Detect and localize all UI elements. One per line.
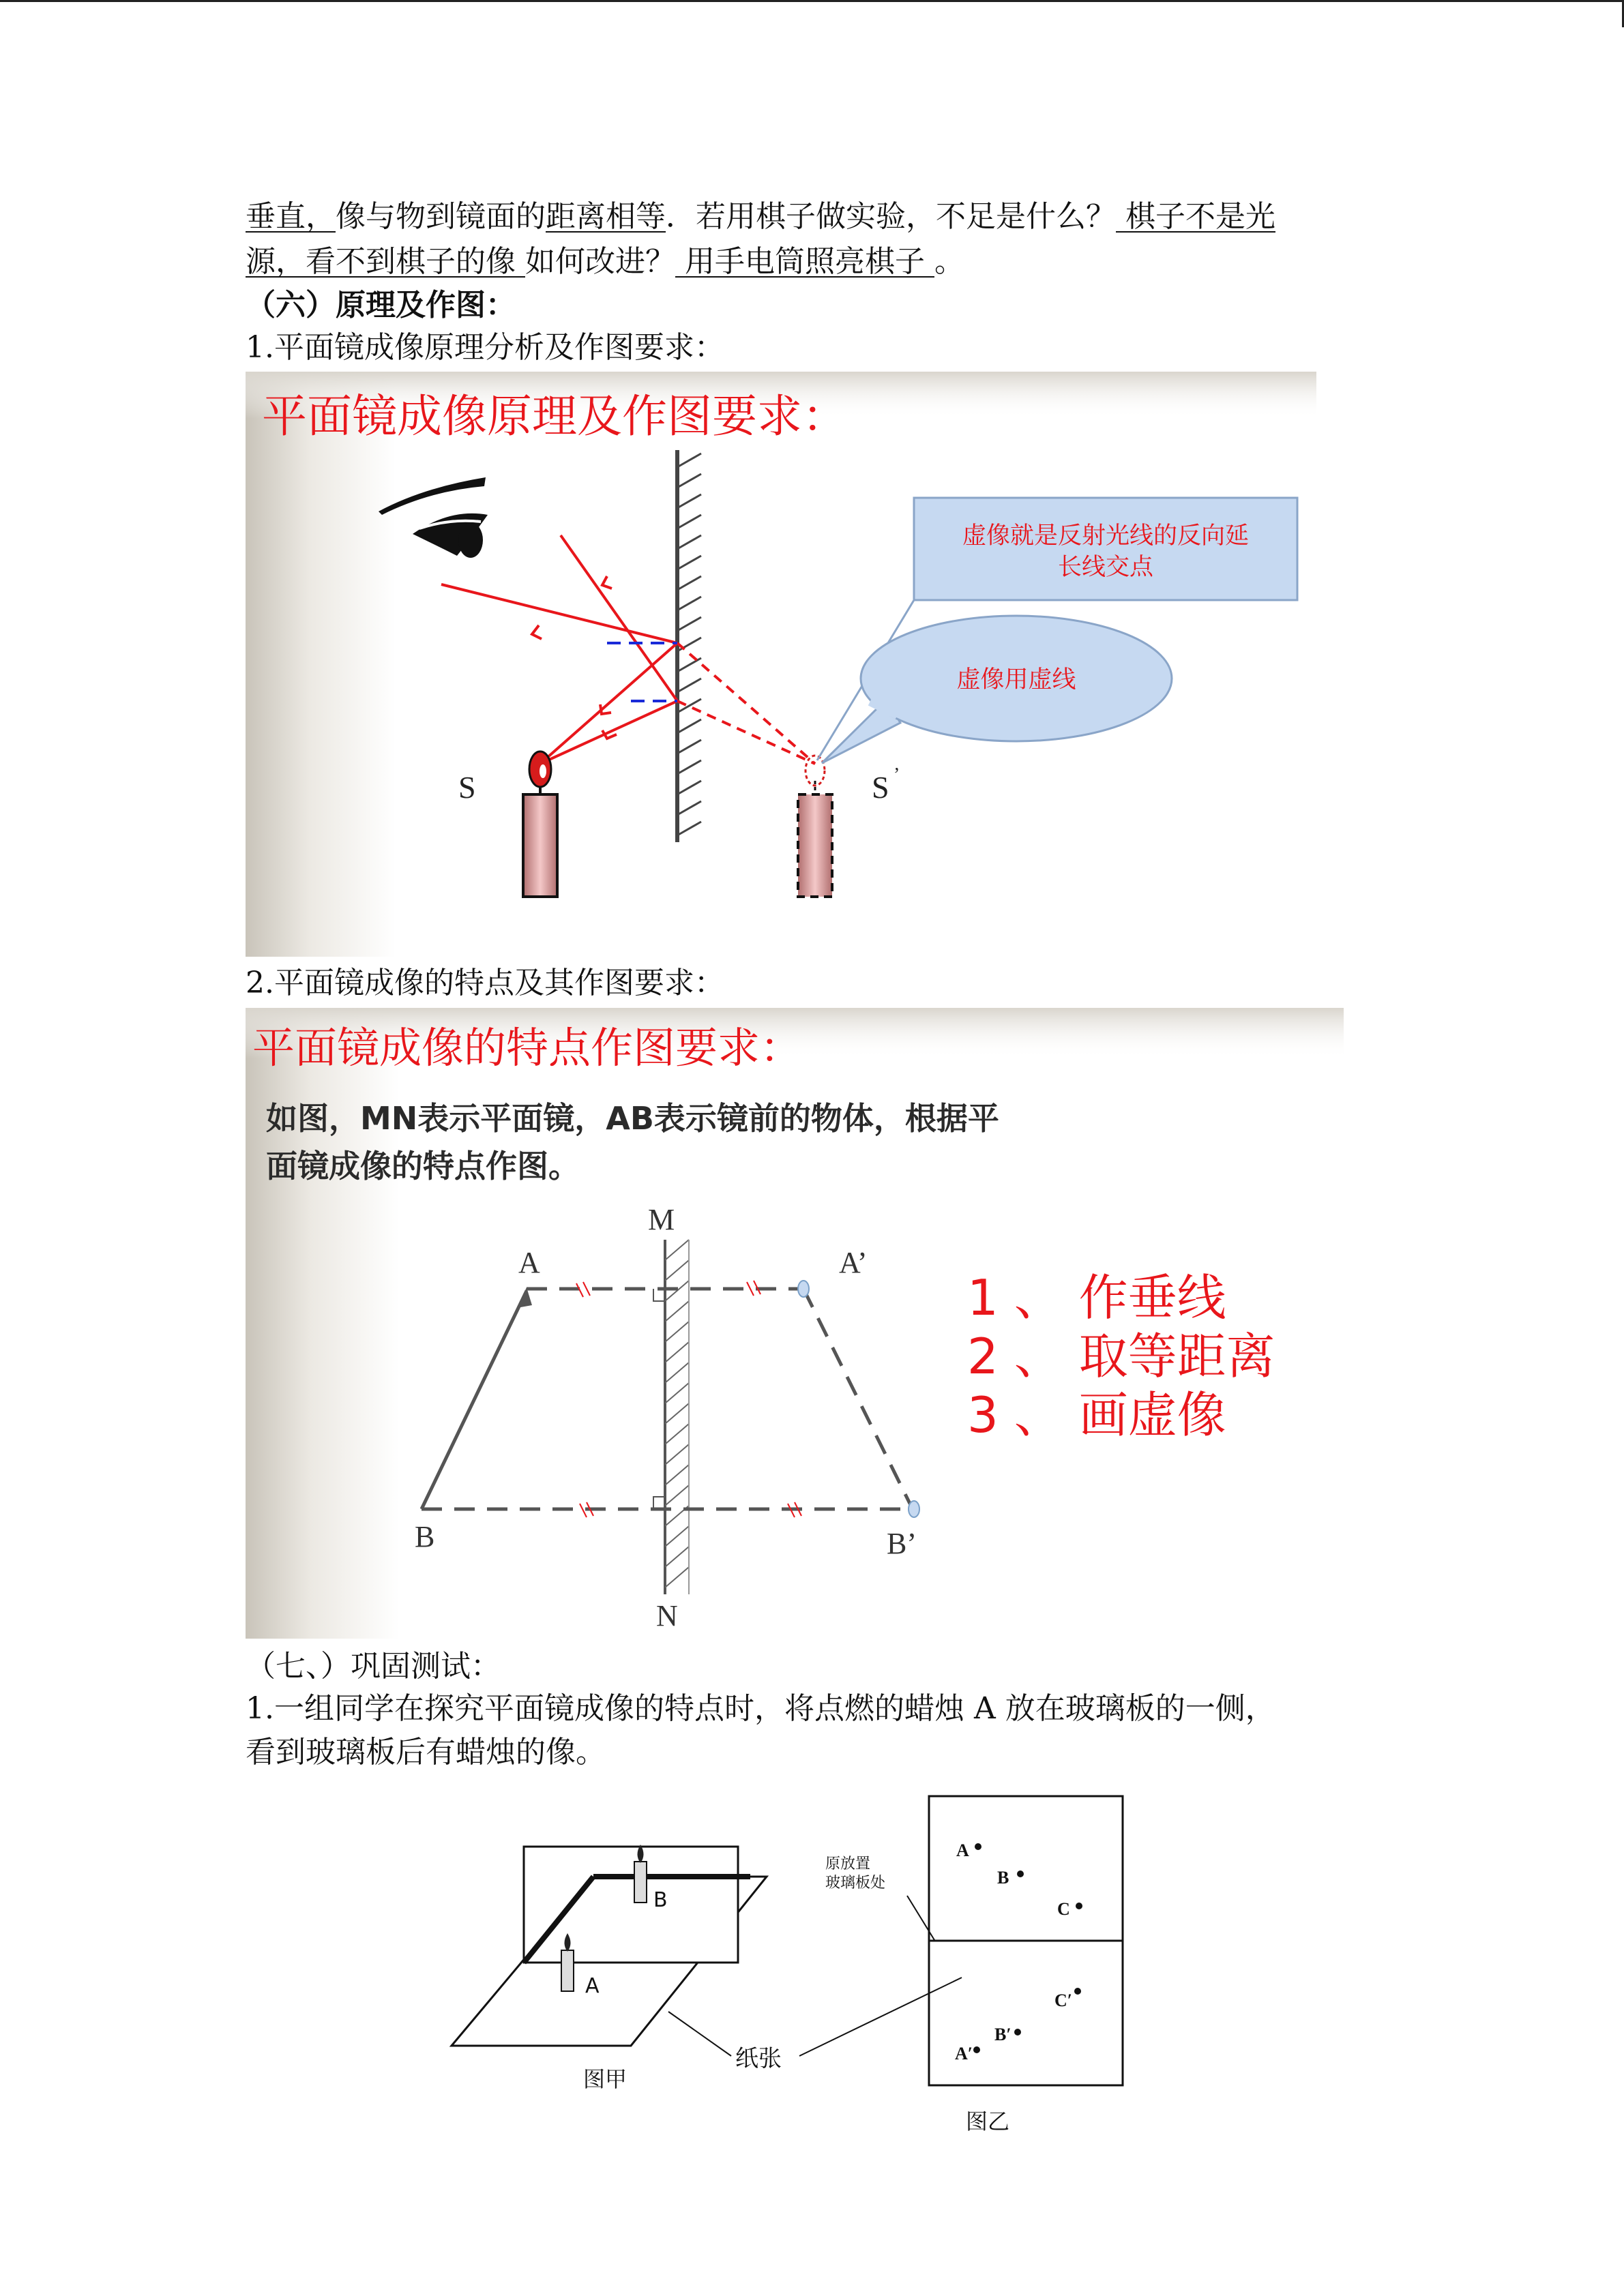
text-span: ．若用棋子做实验，不足是什么？ — [666, 199, 1116, 234]
text-underlined: 垂直， — [246, 199, 336, 234]
question-1-line-2: 看到玻璃板后有蜡烛的像。 — [246, 1735, 606, 1770]
point-label: C — [1057, 1899, 1070, 1919]
callout-box-line-2: 长线交点 — [1057, 554, 1154, 581]
label-s-image-prime: ’ — [894, 764, 900, 786]
label-s: S — [458, 770, 476, 805]
caption-yi: 图乙 — [966, 2108, 1010, 2134]
label-candle-b: B — [653, 1888, 668, 1912]
glass-note-line-2: 玻璃板处 — [825, 1875, 886, 1892]
glass-note-line-1: 原放置 — [825, 1855, 871, 1873]
figure-1-canvas — [246, 372, 1316, 957]
section-6-heading: （六）原理及作图： — [246, 288, 516, 323]
intro-line-1 — [246, 196, 1275, 237]
label-a-image: A’ — [839, 1246, 868, 1279]
point-label: A′ — [955, 2044, 973, 2063]
label-b-image: B’ — [887, 1527, 917, 1560]
section-6-item-1: 1.平面镜成像原理分析及作图要求： — [246, 330, 724, 365]
figure-mirror-principle — [246, 372, 1316, 957]
callout-bubble-text: 虚像用虚线 — [956, 666, 1076, 694]
glass-note-pointer — [907, 1896, 934, 1940]
figure-2-desc-line-2: 面镜成像的特点作图。 — [266, 1148, 580, 1184]
points-original — [956, 1840, 1082, 1919]
diagram-jia — [452, 1847, 767, 2046]
step-2: 2 、 取等距离 — [967, 1328, 1275, 1385]
diagram-yi — [929, 1796, 1123, 2085]
figure-1-title: 平面镜成像原理及作图要求： — [262, 390, 847, 443]
point-b-image — [909, 1501, 919, 1517]
callout-box-line-1: 虚像就是反射光线的反向延 — [962, 522, 1250, 550]
figure-candle-experiment — [437, 1787, 1173, 2155]
figure-mirror-construction — [246, 1008, 1344, 1639]
point-label: A — [956, 1840, 969, 1860]
question-1-line-1: 1.一组同学在探究平面镜成像的特点时，将点燃的蜡烛 A 放在玻璃板的一侧， — [246, 1691, 1275, 1726]
answer-underlined: 用手电筒照亮棋子 — [675, 244, 934, 279]
point-label: B′ — [994, 2025, 1012, 2044]
text-underlined: 距离相等 — [546, 199, 666, 234]
text-span: 。 — [934, 244, 964, 279]
figure-2-title: 平面镜成像的特点作图要求： — [252, 1023, 803, 1073]
answer-underlined: 源，看不到棋子的像 — [246, 244, 525, 279]
points-image — [955, 1988, 1081, 2063]
step-3: 3 、 画虚像 — [967, 1386, 1226, 1444]
label-n: N — [656, 1599, 678, 1632]
section-6-item-2: 2.平面镜成像的特点及其作图要求： — [246, 966, 724, 1000]
figure-3-canvas — [437, 1787, 1173, 2155]
text-span: 如何改进？ — [525, 244, 675, 279]
point-label: B — [997, 1868, 1009, 1888]
paper-pointers — [668, 1978, 962, 2056]
point-a-image — [798, 1281, 809, 1297]
figure-2-canvas — [246, 1008, 1344, 1639]
label-candle-a: A — [585, 1974, 600, 1998]
answer-underlined: 棋子不是光 — [1116, 199, 1275, 234]
text-span: 像与物到镜面的 — [336, 199, 546, 234]
section-7-heading: （七、）巩固测试： — [246, 1649, 501, 1684]
label-b: B — [415, 1520, 435, 1553]
page-top-border — [0, 0, 1624, 2]
intro-line-2 — [246, 241, 964, 282]
caption-jia: 图甲 — [583, 2066, 628, 2092]
label-m: M — [648, 1203, 675, 1236]
figure-2-desc-line-1: 如图，MN表示平面镜，AB表示镜前的物体，根据平 — [266, 1100, 999, 1137]
label-a: A — [518, 1246, 540, 1279]
point-label: C′ — [1054, 1991, 1073, 2010]
label-s-image: S — [872, 770, 889, 805]
step-1: 1 、 作垂线 — [967, 1269, 1226, 1326]
label-paper: 纸张 — [735, 2045, 782, 2072]
